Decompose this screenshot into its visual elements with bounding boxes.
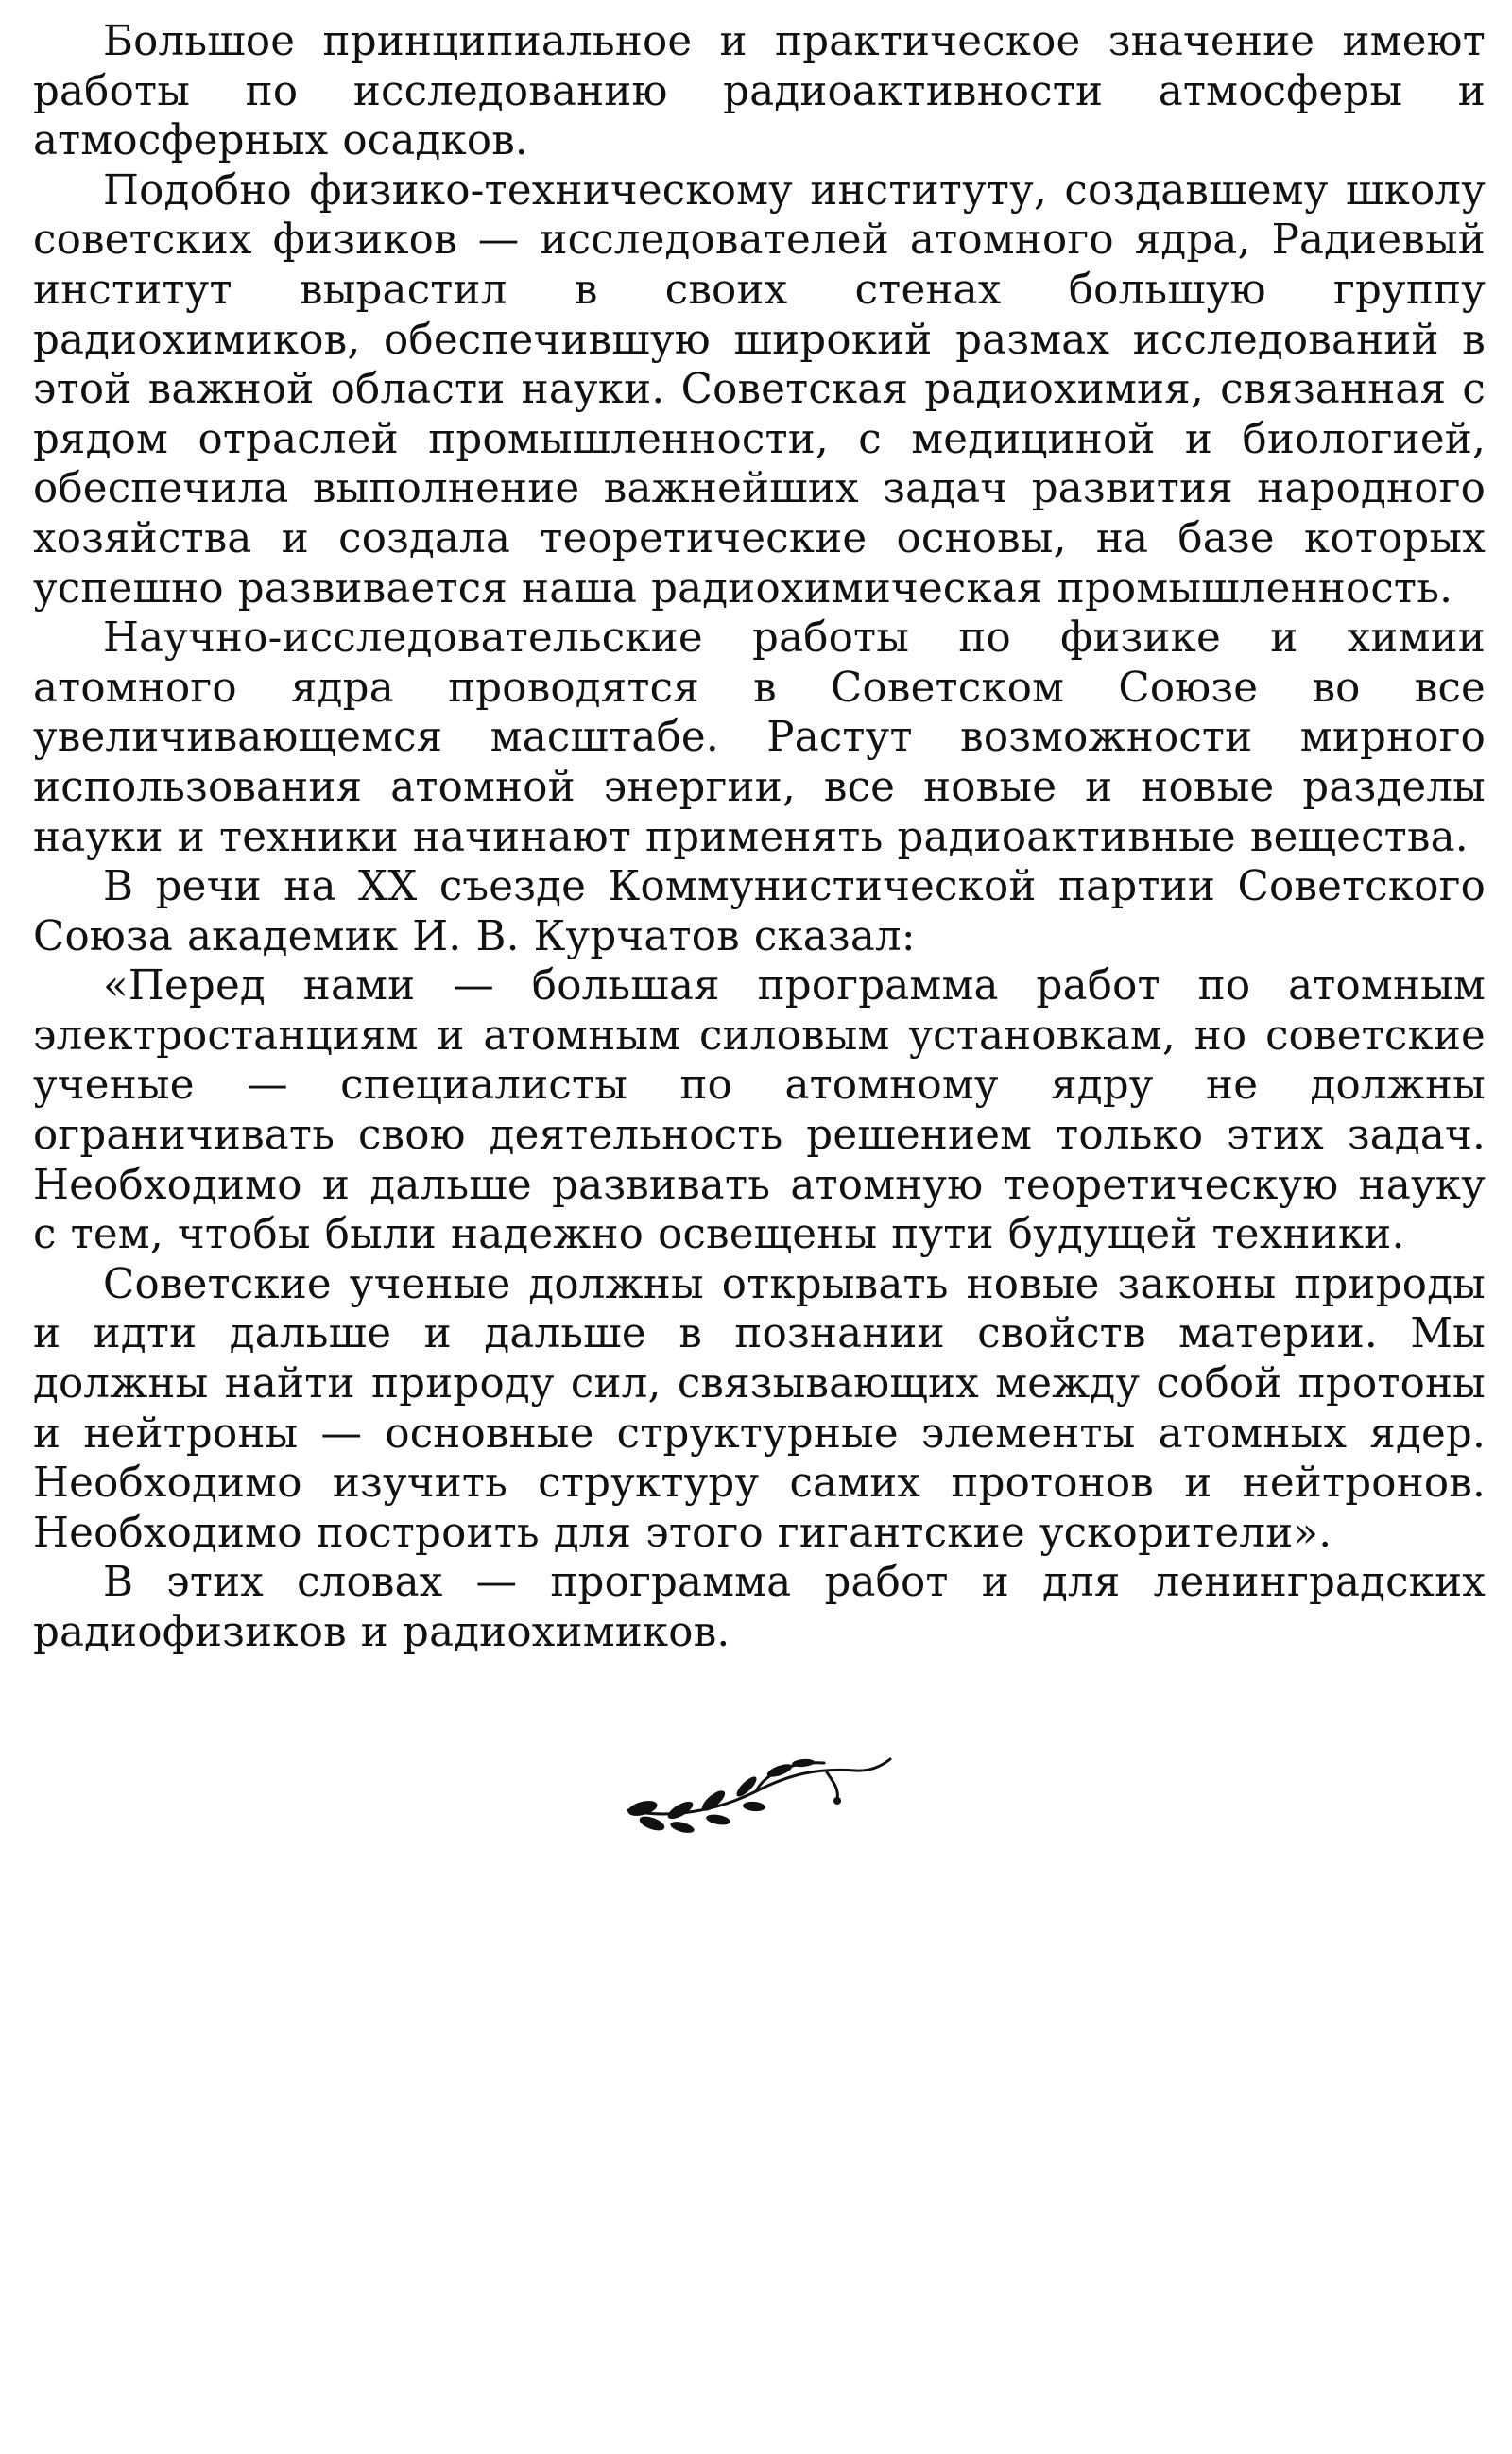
page-text bbox=[33, 17, 1486, 1658]
paragraph-congress-speech: В речи на XX съезде Коммунистической партии Советского Союза академик И. В. Курчатов сказал: bbox=[33, 863, 1486, 960]
paragraph-conclusion: В этих словах — программа работ и для ленинградских радиофизиков и радиохимиков. bbox=[33, 1559, 1486, 1656]
paragraph-research-scale: Научно-исследовательские работы по физике и химии атомного ядра проводятся в Советском Союзе во все увеличивающемся масштабе. Растут возможности мирного использования атомной энергии, все новые и новые разделы науки и техники начинают применять радиоактивные вещества. bbox=[33, 614, 1486, 861]
laurel-branch-icon bbox=[614, 1744, 898, 1848]
paragraph-radioactivity: Большое принципиальное и практическое значение имеют работы по исследованию радиоактивности атмосферы и атмосферных осадков. bbox=[33, 18, 1486, 165]
paragraph-quote-start: «Перед нами — большая программа работ по атомным электростанциям и атомным силовым установкам, но советские ученые — специалисты по атомному ядру не должны ограничивать свою деятельность решением только этих задач. Необходимо и дальше развивать атомную теоретическую науку с тем, чтобы были надежно освещены пути будущей техники. bbox=[33, 962, 1486, 1259]
paragraph-radium-institute: Подобно физико-техническому институту, создавшему школу советских физиков — исследователей атомного ядра, Радиевый институт вырастил в своих стенах большую группу радиохимиков, обеспечившую широкий размах исследований в этой важной области науки. Советская радиохимия, связанная с рядом отраслей промышленности, с медициной и биологией, обеспечила выполнение важнейших задач развития народного хозяйства и создала теоретические основы, на базе которых успешно развивается наша радиохимическая промышленность. bbox=[33, 166, 1486, 613]
paragraph-quote-end: Советские ученые должны открывать новые законы природы и идти дальше и дальше в познании свойств материи. Мы должны найти природу сил, связывающих между собой протоны и нейтроны — основные структурные элементы атомных ядер. Необходимо изучить структуру самих протонов и нейтронов. Необходимо построить для этого гигантские ускорители». bbox=[33, 1260, 1486, 1557]
